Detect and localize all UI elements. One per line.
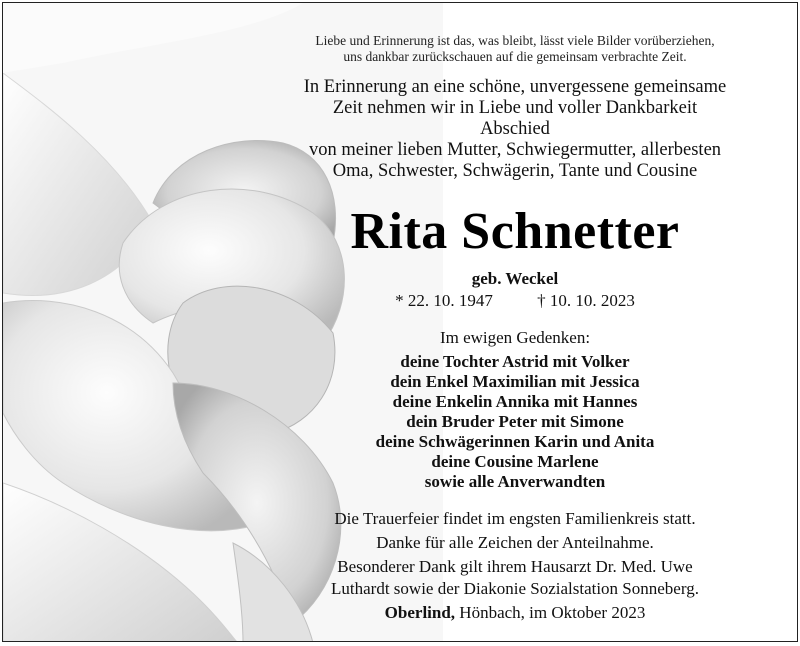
place-name: Oberlind,	[384, 603, 456, 622]
intro-line: Oma, Schwester, Schwägerin, Tante und Cousine	[332, 161, 698, 181]
closing-text	[303, 508, 727, 624]
intro-line: In Erinnerung an eine schöne, unvergessene gemeinsame	[303, 77, 727, 97]
life-dates	[303, 290, 727, 312]
family-member: dein Enkel Maximilian mit Jessica	[390, 372, 640, 391]
special-thanks-line: Besonderer Dank gilt ihrem Hausarzt Dr. Med. Uwe	[337, 557, 693, 576]
family-member: deine Schwägerinnen Karin und Anita	[375, 432, 655, 451]
family-member: deine Cousine Marlene	[431, 452, 599, 471]
family-member: deine Enkelin Annika mit Hannes	[392, 392, 638, 411]
death-date: † 10. 10. 2023	[537, 291, 635, 310]
place-date-rest: Hönbach, im Oktober 2023	[455, 603, 646, 622]
family-member: dein Bruder Peter mit Simone	[406, 412, 624, 431]
special-thanks-line: Luthardt sowie der Diakonie Sozialstation Sonneberg.	[331, 579, 699, 598]
funeral-note: Die Trauerfeier findet im engsten Familienkreis statt.	[334, 509, 696, 528]
obituary-notice	[2, 2, 798, 642]
memorial-quote	[303, 33, 727, 65]
intro-line: Zeit nehmen wir in Liebe und voller Dankbarkeit Abschied	[332, 98, 698, 139]
quote-line: Liebe und Erinnerung ist das, was bleibt, lässt viele Bilder vorüberziehen,	[315, 33, 715, 48]
quote-line: uns dankbar zurückschauen auf die gemeinsam verbrachte Zeit.	[343, 49, 687, 64]
deceased-name: Rita Schnetter	[350, 203, 680, 260]
family-member: deine Tochter Astrid mit Volker	[400, 352, 630, 371]
birth-name: geb. Weckel	[471, 269, 559, 288]
memory-heading: Im ewigen Gedenken:	[439, 328, 591, 347]
place-date	[303, 602, 727, 624]
thanks-note: Danke für alle Zeichen der Anteilnahme.	[376, 533, 654, 552]
intro-text	[303, 77, 727, 182]
family-list	[303, 352, 727, 492]
notice-text	[303, 3, 727, 624]
family-member: sowie alle Anverwandten	[424, 472, 606, 491]
birth-date: * 22. 10. 1947	[395, 291, 493, 310]
intro-line: von meiner lieben Mutter, Schwiegermutter, allerbesten	[308, 140, 722, 160]
